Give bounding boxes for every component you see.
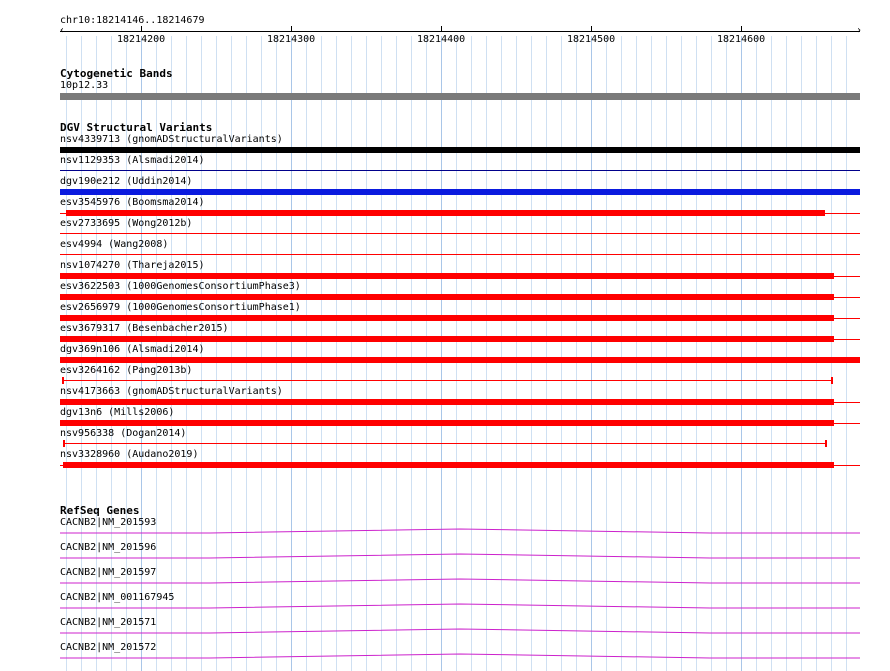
variant-label: dgv13n6 (Mills2006) (60, 407, 175, 418)
variant-label: nsv4339713 (gnomADStructuralVariants) (60, 134, 283, 145)
variant-label: nsv3328960 (Audano2019) (60, 449, 199, 460)
ruler-tick-mark (291, 26, 292, 32)
variant-label: dgv190e212 (Uddin2014) (60, 176, 193, 187)
gene-intron-feature[interactable] (60, 577, 860, 589)
variant-feature[interactable] (60, 254, 860, 255)
cytoband-track-title: Cytogenetic Bands (60, 67, 173, 80)
ruler-line (60, 31, 860, 32)
location-label: chr10:18214146..18214679 (60, 15, 205, 26)
gene-intron-feature[interactable] (60, 627, 860, 639)
gene-label: CACNB2|NM_201597 (60, 567, 157, 578)
variant-label: esv3545976 (Boomsma2014) (60, 197, 205, 208)
ruler-tick-label: 18214300 (267, 34, 316, 45)
variant-feature[interactable] (60, 147, 860, 153)
ruler-tick-label: 18214600 (717, 34, 766, 45)
variant-feature[interactable] (63, 443, 827, 444)
refseq-track-title: RefSeq Genes (60, 504, 140, 517)
gene-intron-feature[interactable] (60, 652, 860, 664)
gene-label: CACNB2|NM_201593 (60, 517, 157, 528)
cytoband-label: 10p12.33 (60, 80, 109, 91)
variant-feature[interactable] (60, 233, 860, 234)
gene-label: CACNB2|NM_201596 (60, 542, 157, 553)
gene-label: CACNB2|NM_001167945 (60, 592, 175, 603)
gene-intron-feature[interactable] (60, 552, 860, 564)
ruler-tick-mark (741, 26, 742, 32)
variant-feature[interactable] (60, 420, 834, 426)
gene-label: CACNB2|NM_201571 (60, 617, 157, 628)
variant-feature[interactable] (60, 315, 834, 321)
variant-feature[interactable] (60, 189, 860, 195)
variant-feature[interactable] (60, 273, 834, 279)
variant-feature[interactable] (60, 357, 860, 363)
gene-label: CACNB2|NM_201572 (60, 642, 157, 653)
ruler-tick-mark (591, 26, 592, 32)
ruler-tick-label: 18214500 (567, 34, 616, 45)
variant-label: nsv956338 (Dogan2014) (60, 428, 187, 439)
variant-label: esv3622503 (1000GenomesConsortiumPhase3) (60, 281, 301, 292)
variant-label: esv3679317 (Besenbacher2015) (60, 323, 229, 334)
variant-feature[interactable] (62, 380, 833, 381)
dgv-track-title: DGV Structural Variants (60, 121, 213, 134)
gene-intron-feature[interactable] (60, 602, 860, 614)
ruler-left-arrow-icon: ‹ (59, 25, 66, 36)
variant-label: esv2733695 (Wong2012b) (60, 218, 193, 229)
variant-label: esv4994 (Wang2008) (60, 239, 169, 250)
variant-feature[interactable] (60, 336, 834, 342)
ruler-tick-mark (441, 26, 442, 32)
gene-intron-feature[interactable] (60, 527, 860, 539)
variant-label: esv3264162 (Pang2013b) (60, 365, 193, 376)
cytoband-bar[interactable] (60, 93, 860, 100)
variant-label: nsv1074270 (Thareja2015) (60, 260, 205, 271)
variant-feature[interactable] (60, 399, 834, 405)
variant-label: nsv4173663 (gnomADStructuralVariants) (60, 386, 283, 397)
variant-feature[interactable] (63, 462, 834, 468)
ruler-right-arrow-icon: › (856, 25, 863, 36)
variant-label: nsv1129353 (Alsmadi2014) (60, 155, 205, 166)
ruler-tick-label: 18214200 (117, 34, 166, 45)
ruler-tick-label: 18214400 (417, 34, 466, 45)
variant-label: dgv369n106 (Alsmadi2014) (60, 344, 205, 355)
variant-feature[interactable] (60, 294, 834, 300)
variant-feature[interactable] (66, 210, 825, 216)
variant-feature[interactable] (60, 170, 860, 171)
variant-label: esv2656979 (1000GenomesConsortiumPhase1) (60, 302, 301, 313)
ruler-tick-mark (141, 26, 142, 32)
